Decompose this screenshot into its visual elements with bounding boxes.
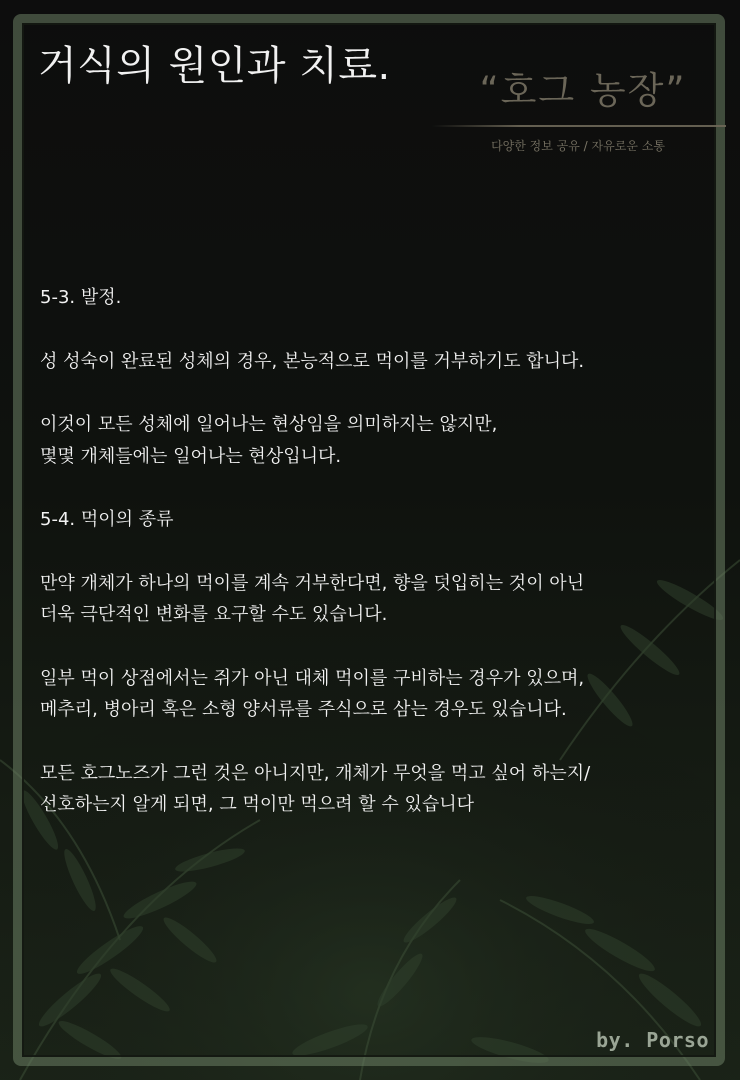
brand-divider bbox=[432, 125, 726, 127]
paragraph-line: 모든 호그노즈가 그런 것은 아니지만, 개체가 무엇을 먹고 싶어 하는지/ bbox=[40, 762, 591, 784]
brand-tagline: 다양한 정보 공유 / 자유로운 소통 bbox=[491, 139, 665, 153]
paragraph-alternative-prey bbox=[40, 663, 700, 726]
paragraph-line: 일부 먹이 상점에서는 쥐가 아닌 대체 먹이를 구비하는 경우가 있으며, bbox=[40, 667, 585, 689]
paragraph-line: 성 성숙이 완료된 성체의 경우, 본능적으로 먹이를 거부하기도 합니다. bbox=[40, 350, 585, 372]
paragraph-prey-change bbox=[40, 568, 700, 631]
paragraph-line: 이것이 모든 성체에 일어나는 현상임을 의미하지는 않지만, bbox=[40, 414, 498, 435]
paragraph-line: 메추리, 병아리 혹은 소형 양서류를 주식으로 삼는 경우도 있습니다. bbox=[40, 699, 567, 720]
paragraph-preference bbox=[40, 758, 700, 821]
paragraph-line: 더욱 극단적인 변화를 요구할 수도 있습니다. bbox=[40, 604, 388, 625]
paragraph-line: 선호하는지 알게 되면, 그 먹이만 먹으려 할 수 있습니다 bbox=[40, 794, 475, 815]
article-body bbox=[40, 282, 700, 853]
brand-name: “호그 농장” bbox=[479, 69, 687, 112]
heading-text: 5-3. 발정. bbox=[40, 287, 122, 308]
paragraph-line: 몇몇 개체들에는 일어나는 현상입니다. bbox=[40, 445, 342, 467]
section-heading-5-3 bbox=[40, 282, 700, 314]
author-signature: by. Porso bbox=[596, 1028, 709, 1052]
paragraph-estrus-note bbox=[40, 409, 700, 472]
heading-text: 5-4. 먹이의 종류 bbox=[40, 509, 174, 530]
page-title: 거식의 원인과 치료. bbox=[38, 43, 391, 89]
paragraph-estrus bbox=[40, 346, 700, 378]
paragraph-line: 만약 개체가 하나의 먹이를 계속 거부한다면, 향을 덧입히는 것이 아닌 bbox=[40, 572, 585, 594]
section-heading-5-4 bbox=[40, 504, 700, 536]
